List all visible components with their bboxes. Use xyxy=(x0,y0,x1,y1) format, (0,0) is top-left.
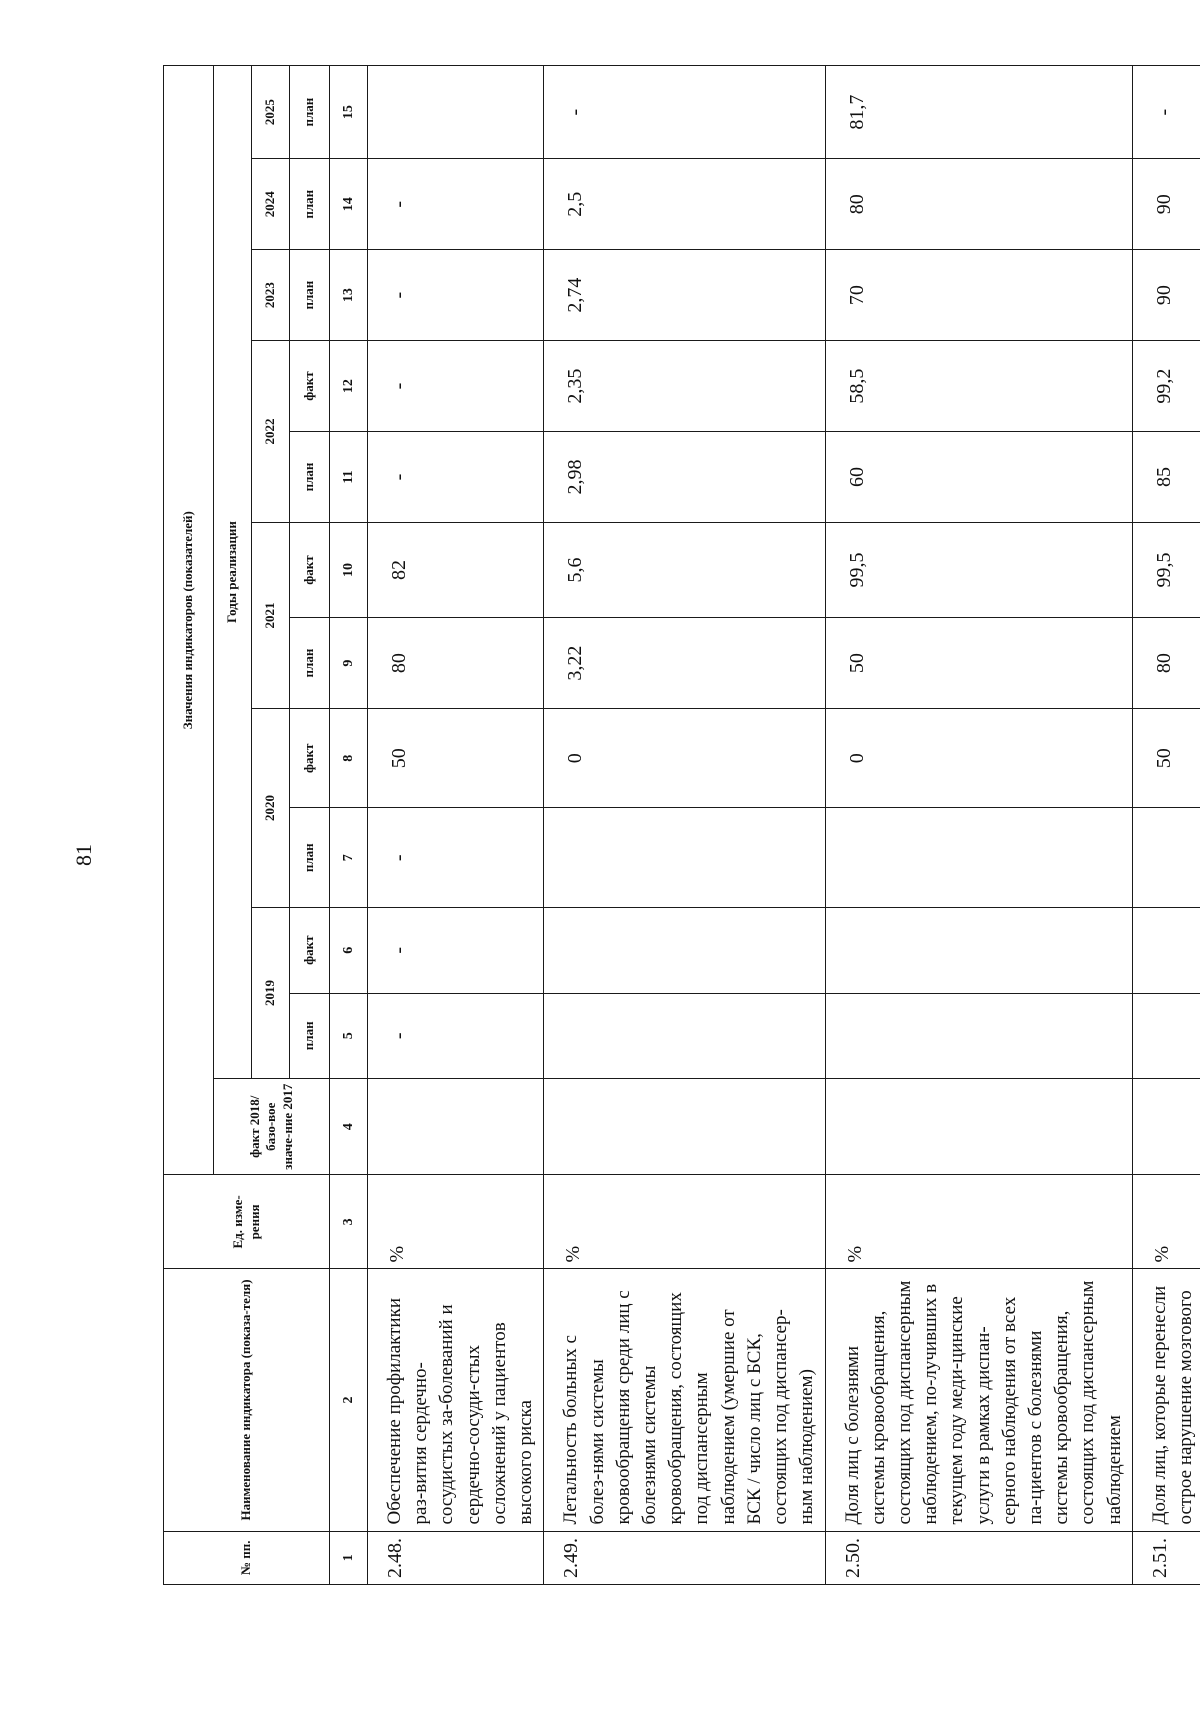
header-fact: факт xyxy=(290,341,330,432)
value-cell: 2,5 xyxy=(544,159,825,250)
value-cell: 2,74 xyxy=(544,250,825,341)
header-fact: факт xyxy=(290,522,330,617)
row-number: 2.51. xyxy=(1132,1531,1200,1584)
column-number: 13 xyxy=(330,250,368,341)
value-cell: 0 xyxy=(825,709,1132,808)
header-plan: план xyxy=(290,808,330,907)
value-cell xyxy=(1132,1079,1200,1175)
header-plan: план xyxy=(290,66,330,159)
value-cell xyxy=(1132,907,1200,993)
header-name: Наименование индикатора (показа-теля) xyxy=(164,1269,330,1531)
indicator-name: Доля лиц с болезнями системы кровообращения, состоящих под диспансерным наблюдением, по-лучивших в текущем году меди-цинские услуги в рамках диспан-серного наблюдения от всех па-циентов с болезнями системы кровообращения, состоящих под диспансерным наблюдением xyxy=(825,1269,1132,1531)
indicator-unit: % xyxy=(825,1175,1132,1269)
header-year-2021: 2021 xyxy=(252,522,290,708)
value-cell: - xyxy=(368,341,544,432)
value-cell: - xyxy=(1132,66,1200,159)
column-number: 7 xyxy=(330,808,368,907)
value-cell: 2,35 xyxy=(544,341,825,432)
header-plan: план xyxy=(290,250,330,341)
value-cell: 82 xyxy=(368,522,544,617)
value-cell: - xyxy=(544,66,825,159)
value-cell: 99,5 xyxy=(1132,522,1200,617)
value-cell xyxy=(1132,993,1200,1079)
value-cell xyxy=(825,907,1132,993)
page-number: 81 xyxy=(71,844,96,866)
value-cell: 90 xyxy=(1132,250,1200,341)
value-cell: 90 xyxy=(1132,159,1200,250)
indicator-name: Летальность больных с болез-нями системы кровообращения среди лиц с болезнями системы кровообращения, состоящих под диспансерным наблюдением (умершие от БСК / число лиц с БСК, состоящих под диспансер-ным наблюдением) xyxy=(544,1269,825,1531)
table-row xyxy=(368,66,544,1585)
column-number: 5 xyxy=(330,993,368,1079)
row-number: 2.49. xyxy=(544,1531,825,1584)
value-cell xyxy=(544,808,825,907)
header-plan: план xyxy=(290,993,330,1079)
value-cell xyxy=(825,808,1132,907)
value-cell: 58,5 xyxy=(825,341,1132,432)
value-cell xyxy=(544,993,825,1079)
column-number: 12 xyxy=(330,341,368,432)
header-plan: план xyxy=(290,432,330,523)
column-number: 10 xyxy=(330,522,368,617)
column-number: 1 xyxy=(330,1531,368,1584)
column-number: 11 xyxy=(330,432,368,523)
value-cell: 50 xyxy=(1132,709,1200,808)
value-cell xyxy=(368,1079,544,1175)
value-cell: 81,7 xyxy=(825,66,1132,159)
indicator-name: Обеспечение профилактики раз-вития сердечно-сосудистых за-болеваний и сердечно-сосуди-стых осложнений у пациентов высокого риска xyxy=(368,1269,544,1531)
value-cell: - xyxy=(368,250,544,341)
value-cell xyxy=(825,1079,1132,1175)
header-year-2024: 2024 xyxy=(252,159,290,250)
indicator-unit: % xyxy=(368,1175,544,1269)
value-cell: 3,22 xyxy=(544,618,825,709)
value-cell: 80 xyxy=(1132,618,1200,709)
column-number: 4 xyxy=(330,1079,368,1175)
value-cell: 80 xyxy=(368,618,544,709)
indicator-name: Доля лиц, которые перенесли острое нарушение мозгового xyxy=(1132,1269,1200,1531)
value-cell xyxy=(544,1079,825,1175)
indicator-unit: % xyxy=(1132,1175,1200,1269)
value-cell xyxy=(368,66,544,159)
header-year-2023: 2023 xyxy=(252,250,290,341)
value-cell xyxy=(1132,808,1200,907)
indicator-table xyxy=(163,65,1200,1585)
value-cell: 70 xyxy=(825,250,1132,341)
value-cell: 60 xyxy=(825,432,1132,523)
table-row xyxy=(1132,66,1200,1585)
indicator-table-sheet xyxy=(163,65,1197,1585)
header-year-2020: 2020 xyxy=(252,709,290,908)
row-number: 2.48. xyxy=(368,1531,544,1584)
value-cell: 50 xyxy=(825,618,1132,709)
header-no: № пп. xyxy=(164,1531,330,1584)
value-cell xyxy=(544,907,825,993)
value-cell: - xyxy=(368,907,544,993)
value-cell: 99,5 xyxy=(825,522,1132,617)
value-cell xyxy=(825,993,1132,1079)
value-cell: 80 xyxy=(825,159,1132,250)
column-number: 14 xyxy=(330,159,368,250)
value-cell: 85 xyxy=(1132,432,1200,523)
header-unit: Ед. изме-рения xyxy=(164,1175,330,1269)
header-year-2019: 2019 xyxy=(252,907,290,1078)
value-cell: - xyxy=(368,432,544,523)
value-cell: - xyxy=(368,993,544,1079)
indicator-unit: % xyxy=(544,1175,825,1269)
value-cell: 5,6 xyxy=(544,522,825,617)
header-fact: факт xyxy=(290,907,330,993)
row-number: 2.50. xyxy=(825,1531,1132,1584)
column-number: 3 xyxy=(330,1175,368,1269)
column-number: 8 xyxy=(330,709,368,808)
header-year-2025: 2025 xyxy=(252,66,290,159)
column-number: 6 xyxy=(330,907,368,993)
column-number: 15 xyxy=(330,66,368,159)
header-year-2022: 2022 xyxy=(252,341,290,523)
value-cell: 2,98 xyxy=(544,432,825,523)
value-cell: 0 xyxy=(544,709,825,808)
header-values-group: Значения индикаторов (показателей) xyxy=(164,66,214,1175)
header-plan: план xyxy=(290,159,330,250)
column-number-row xyxy=(330,66,368,1585)
column-number: 2 xyxy=(330,1269,368,1531)
column-number: 9 xyxy=(330,618,368,709)
value-cell: 50 xyxy=(368,709,544,808)
table-row xyxy=(825,66,1132,1585)
value-cell: - xyxy=(368,159,544,250)
header-plan: план xyxy=(290,618,330,709)
value-cell: - xyxy=(368,808,544,907)
value-cell: 99,2 xyxy=(1132,341,1200,432)
table-row xyxy=(544,66,825,1585)
header-fact: факт xyxy=(290,709,330,808)
header-years-group: Годы реализации xyxy=(214,66,252,1079)
header-base: факт 2018/базо-вое значе-ние 2017 xyxy=(214,1079,330,1175)
